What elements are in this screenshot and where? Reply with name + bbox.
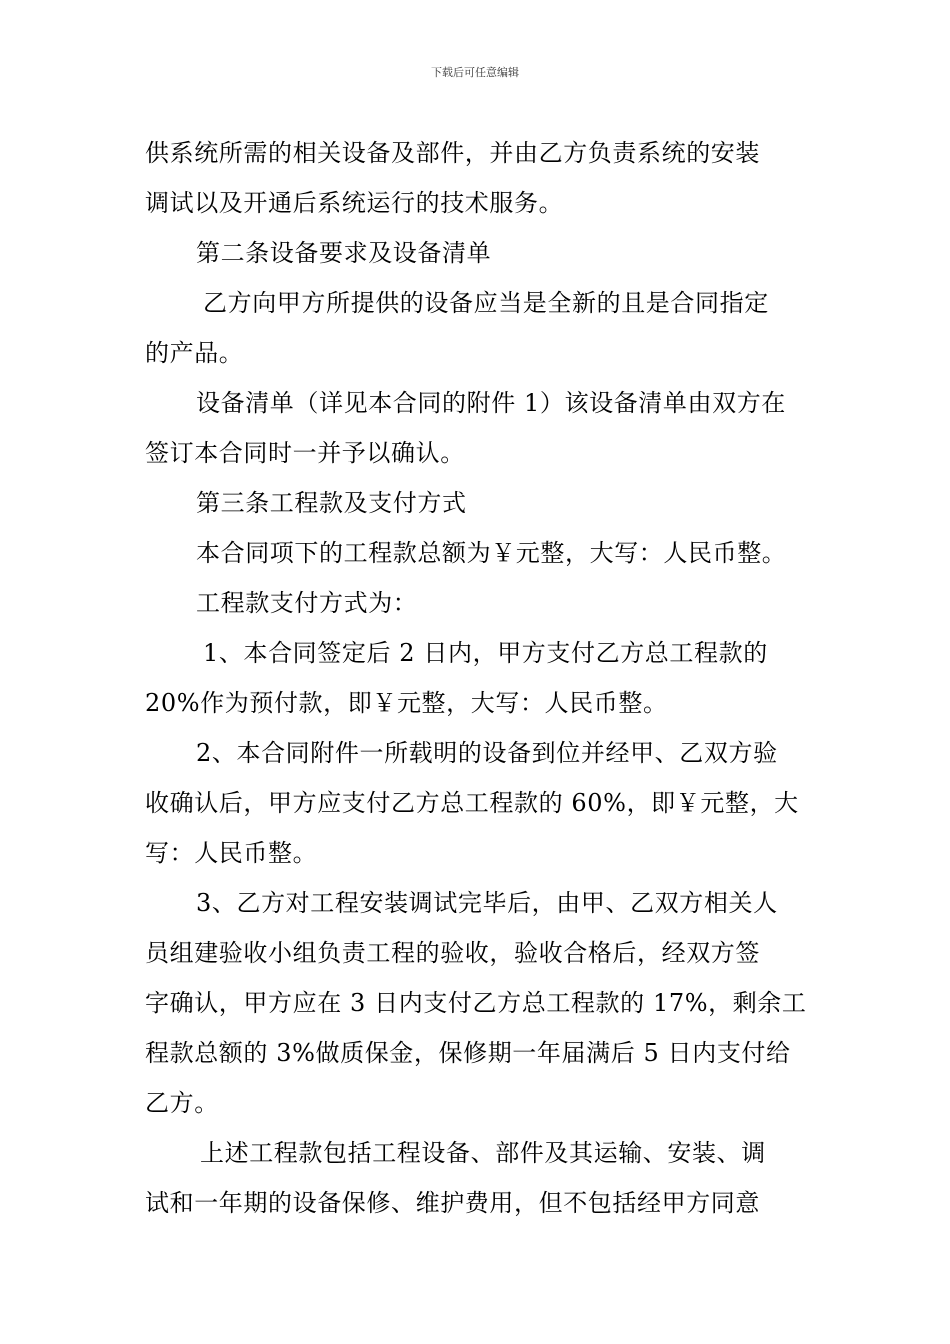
text-line: 乙方向甲方所提供的设备应当是全新的且是合同指定 — [203, 289, 769, 317]
text-line: 工程款支付方式为： — [196, 589, 418, 617]
section-heading: 第三条工程款及支付方式 — [196, 489, 467, 517]
text-line: 乙方。 — [145, 1089, 219, 1117]
text-line: 20%作为预付款，即￥元整，大写：人民币整。 — [145, 689, 668, 717]
text-line: 写：人民币整。 — [145, 839, 318, 867]
page-header: 下载后可任意编辑 — [431, 66, 519, 79]
text-line: 设备清单（详见本合同的附件 1）该设备清单由双方在 — [196, 389, 786, 417]
text-line: 调试以及开通后系统运行的技术服务。 — [145, 189, 564, 217]
text-line: 字确认，甲方应在 3 日内支付乙方总工程款的 17%，剩余工 — [145, 989, 807, 1017]
text-line: 试和一年期的设备保修、维护费用，但不包括经甲方同意 — [145, 1189, 760, 1217]
text-line: 2、本合同附件一所载明的设备到位并经甲、乙双方验 — [196, 739, 778, 767]
text-line: 本合同项下的工程款总额为￥元整，大写：人民币整。 — [196, 539, 787, 567]
text-line: 上述工程款包括工程设备、部件及其运输、安装、调 — [200, 1139, 766, 1167]
text-line: 签订本合同时一并予以确认。 — [145, 439, 465, 467]
text-line: 员组建验收小组负责工程的验收，验收合格后，经双方签 — [145, 939, 760, 967]
text-line: 3、乙方对工程安装调试完毕后，由甲、乙双方相关人 — [196, 889, 778, 917]
text-line: 程款总额的 3%做质保金，保修期一年届满后 5 日内支付给 — [145, 1039, 791, 1067]
section-heading: 第二条设备要求及设备清单 — [196, 239, 492, 267]
document-body — [145, 128, 810, 1228]
text-line: 1、本合同签定后 2 日内，甲方支付乙方总工程款的 — [203, 639, 768, 667]
text-line: 的产品。 — [145, 339, 244, 367]
text-line: 供系统所需的相关设备及部件，并由乙方负责系统的安装 — [145, 139, 760, 167]
text-line: 收确认后，甲方应支付乙方总工程款的 60%，即￥元整，大 — [145, 789, 799, 817]
